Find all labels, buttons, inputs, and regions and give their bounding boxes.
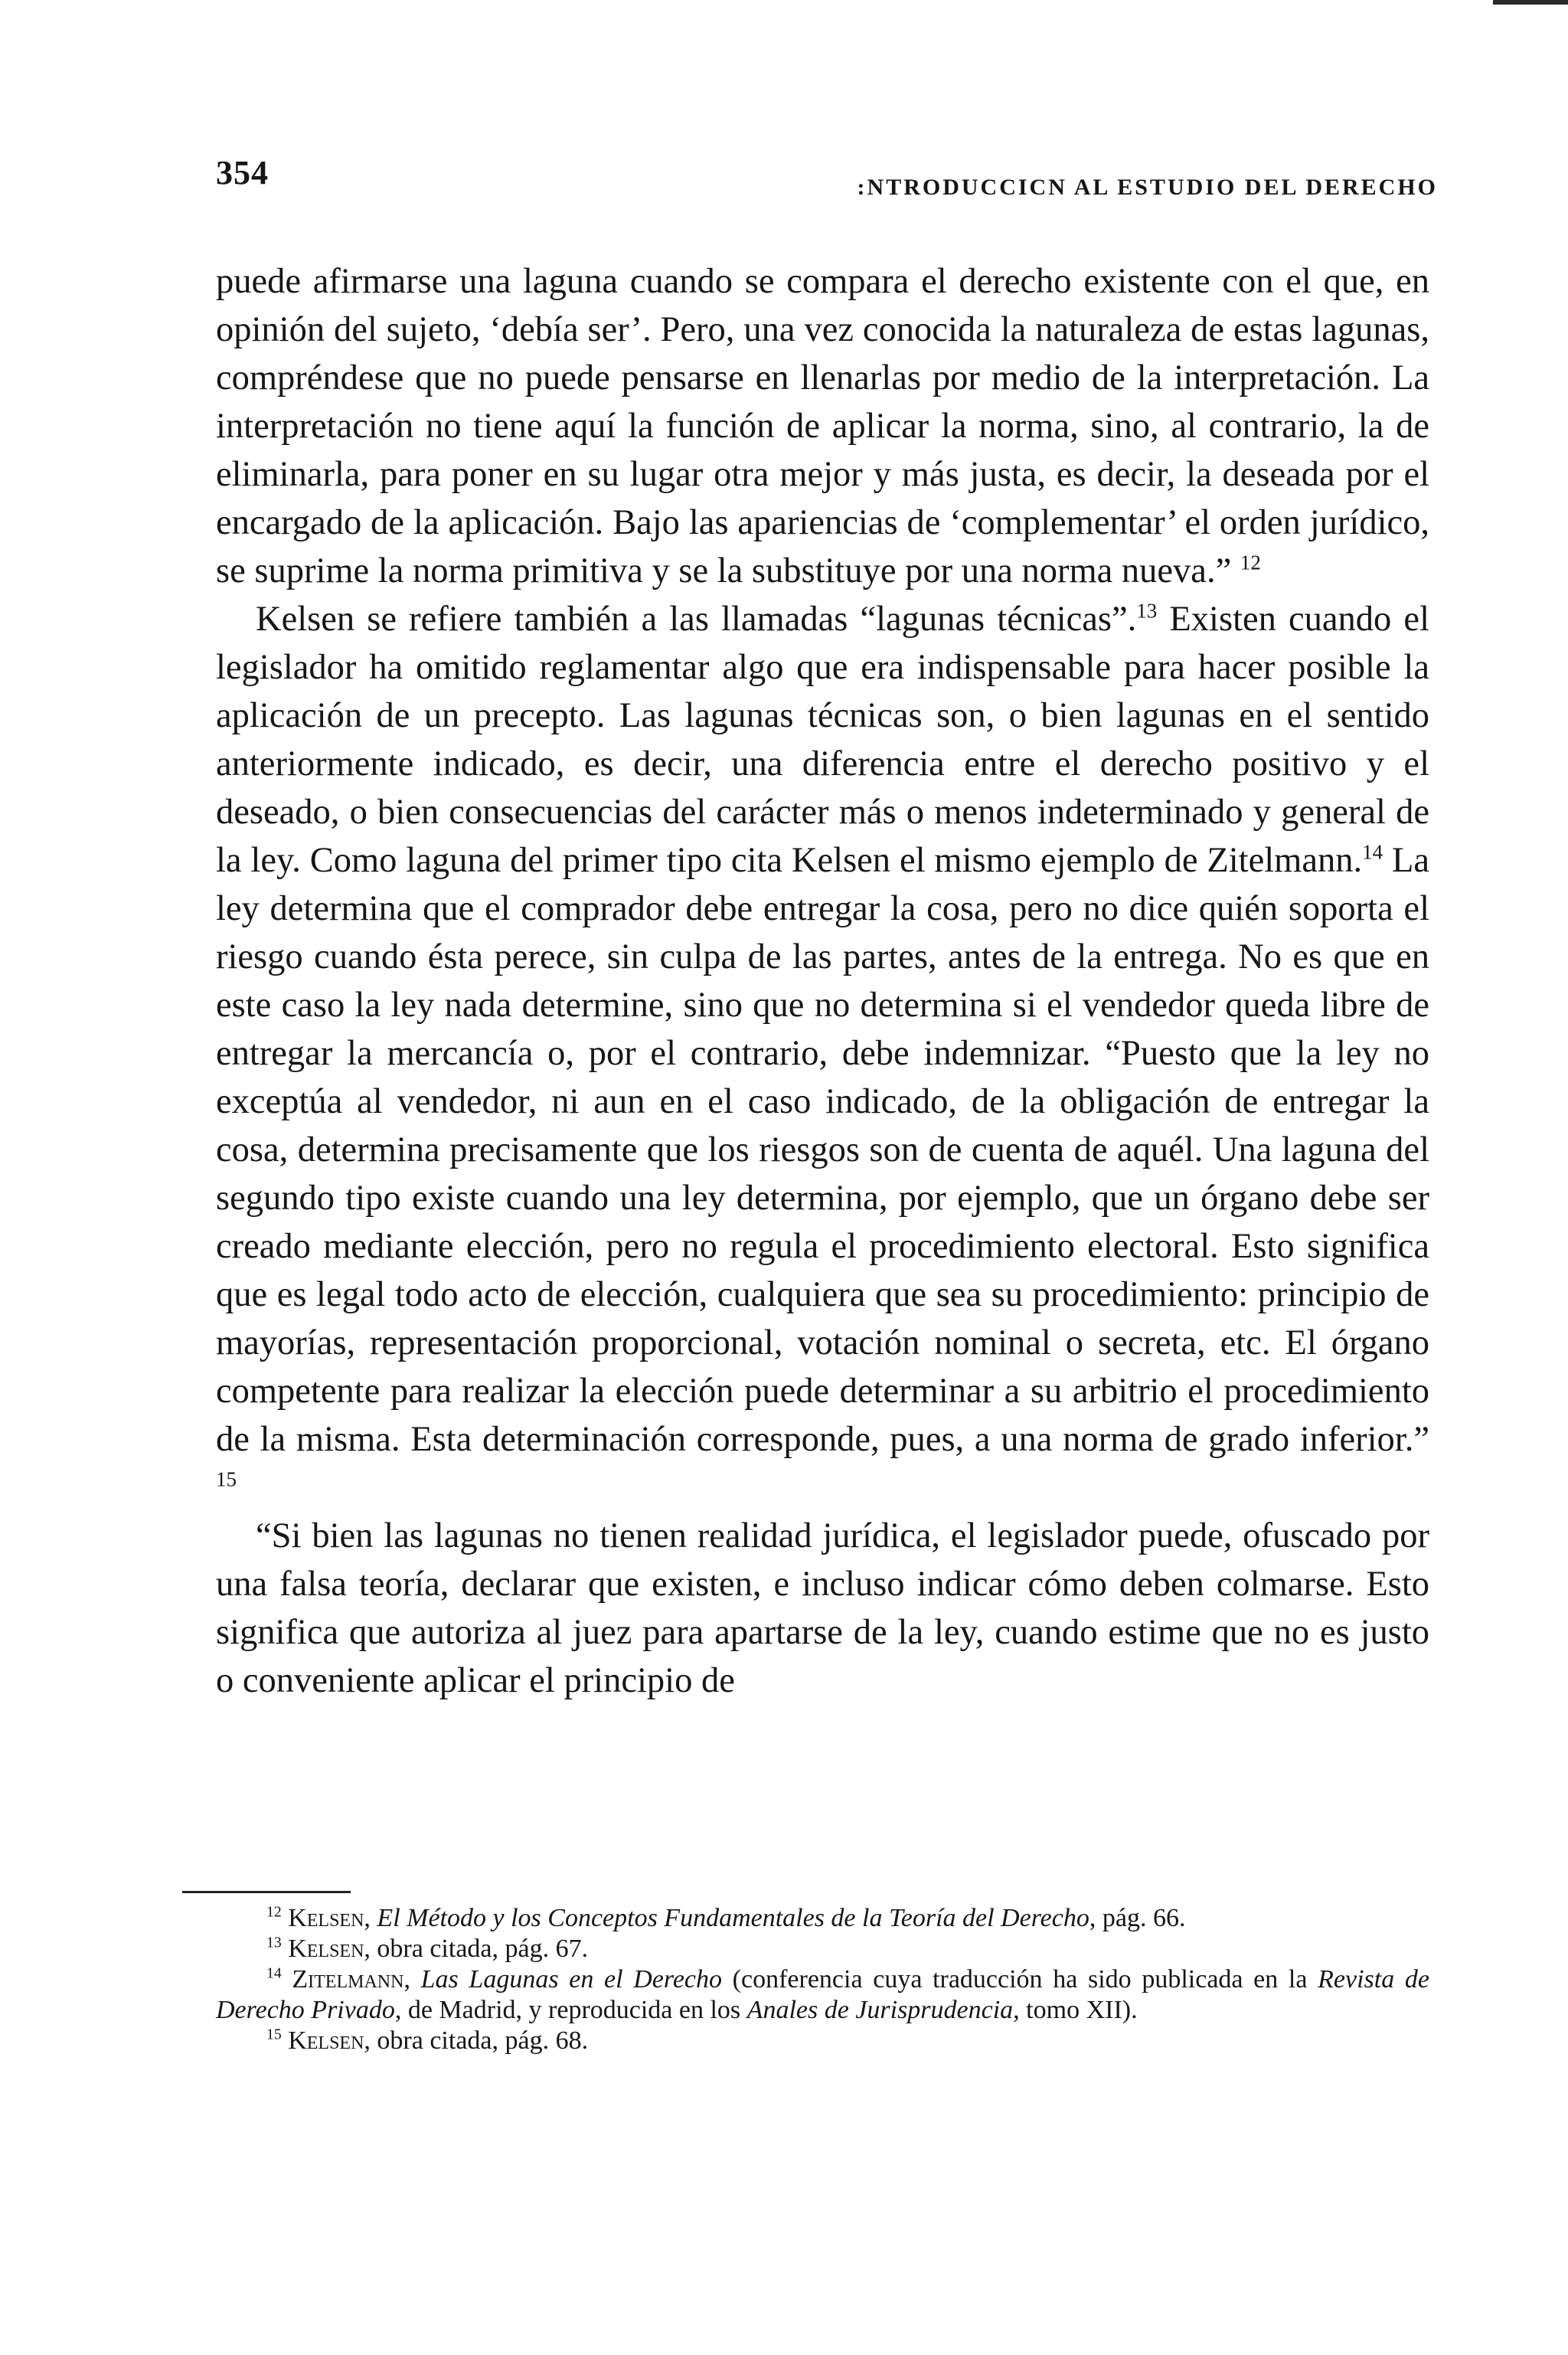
footnote-author: Kelsen — [288, 1904, 364, 1932]
footnote-ref-14: 14 — [1362, 840, 1383, 864]
footnote-text: (conferencia cuya traducción ha sido publicada en la — [722, 1965, 1318, 1994]
paragraph-1-text: puede afirmarse una laguna cuando se compara el derecho existente con el que, en opinión del sujeto, ‘debía ser’. Pero, una vez conocida la naturaleza de estas lagunas, compréndese que no puede pensarse en llenarlas por medio de la interpretación. La interpretación no tiene aquí la función de aplicar la norma, sino, al contrario, la de eliminarla, para poner en su lugar otra mejor y más justa, es decir, la deseada por el encargado de la aplicación. Bajo las apariencias de ‘complementar’ el orden jurídico, se suprime la norma primitiva y se la substituye por una norma nueva.” — [216, 262, 1429, 590]
footnotes — [216, 1903, 1429, 2056]
paragraph-3-text: “Si bien las lagunas no tienen realidad jurídica, el legislador puede, ofuscado por una falsa teoría, declarar que existen, e incluso indicar cómo deben colmarse. Esto significa que autoriza al juez para apartarse de la ley, cuando estime que no es justo o conveniente aplicar el principio de — [216, 1516, 1429, 1700]
footnote-12: $^{12}$ Kelsen, El Método y los Conceptos Fundamentales de la Teoría del Derecho, pág. 66. — [266, 1903, 1186, 1932]
scan-edge-mark — [1493, 0, 1568, 5]
paragraph-3 — [216, 1512, 1429, 1705]
main-text — [216, 257, 1429, 1705]
footnote-author: Kelsen — [288, 1935, 364, 1963]
footnote-ref-15: 15 — [216, 1467, 237, 1491]
footnote-author: Zitelmann — [292, 1965, 404, 1994]
footnote-14: $^{14}$ Zitelmann, Las Lagunas en el Derecho (conferencia cuya traducción ha sido publicada en la Revista de Derecho Privado, de Madrid, y reproducida en los Anales de Jurisprudencia, tomo XII). — [216, 1964, 1429, 2024]
footnote-journal: Revista de Derecho Privado — [216, 1965, 1429, 2024]
paragraph-2-text-b: Existen cuando el legislador ha omitido reglamentar algo que era indispensable para hacer posible la aplicación de un precepto. Las lagunas técnicas son, o bien lagunas en el sentido anteriormente indicado, es decir, una diferencia entre el derecho positivo y el deseado, o bien consecuencias del carácter más o menos indeterminado y general de la ley. Como laguna del primer tipo cita Kelsen el mismo ejemplo de Zitelmann. — [216, 600, 1429, 880]
footnote-rest: , pág. 66. — [1089, 1904, 1186, 1932]
footnote-text-2: , de Madrid, y reproducida en los — [394, 1996, 747, 2024]
footnote-number: 12 — [266, 1903, 282, 1921]
footnote-ref-12: 12 — [1240, 551, 1261, 574]
paragraph-2-text-a: Kelsen se refiere también a las llamadas “lagunas técnicas”. — [256, 600, 1137, 639]
footnote-number: 13 — [266, 1934, 282, 1951]
footnote-journal-2: Anales de Jurisprudencia — [746, 1996, 1014, 2024]
paragraph-1 — [216, 257, 1429, 595]
footnote-title: El Método y los Conceptos Fundamentales de la Teoría del Derecho — [377, 1904, 1089, 1932]
footnote-title: Las Lagunas en el Derecho — [420, 1965, 723, 1994]
footnote-rest: , obra citada, pág. 67. — [364, 1935, 589, 1963]
footnote-13 — [216, 1934, 1429, 1964]
footnote-15 — [216, 2026, 1429, 2056]
footnote-rest: , tomo XII). — [1013, 1996, 1138, 2024]
paragraph-2 — [216, 595, 1429, 1512]
footnote-separator — [182, 1891, 351, 1893]
footnote-ref-13: 13 — [1136, 599, 1158, 623]
footnote-rest: , obra citada, pág. 68. — [364, 2026, 589, 2055]
page-number: 354 — [216, 154, 269, 191]
running-title: :NTRODUCCICN AL ESTUDIO DEL DERECHO — [857, 175, 1438, 200]
paragraph-2-text-c: La ley determina que el comprador debe entregar la cosa, pero no dice quién soporta el riesgo cuando ésta perece, sin culpa de las partes, antes de la entrega. No es que en este caso la ley nada determine, sino que no determina si el vendedor queda libre de entregar la mercancía o, por el contrario, debe indemnizar. “Puesto que la ley no exceptúa al vendedor, ni aun en el caso indicado, de la obligación de entregar la cosa, determina precisamente que los riesgos son de cuenta de aquél. Una laguna del segundo tipo existe cuando una ley determina, por ejemplo, que un órgano debe ser creado mediante elección, pero no regula el procedimiento electoral. Esto significa que es legal todo acto de elección, cualquiera que sea su procedimiento: principio de mayorías, representación proporcional, votación nominal o secreta, etc. El órgano competente para realizar la elección puede determinar a su arbitrio el procedimiento de la misma. Esta determinación corresponde, pues, a una norma de grado inferior.” — [216, 841, 1429, 1459]
footnote-number: 14 — [266, 1964, 282, 1982]
footnote-author: Kelsen — [288, 2026, 364, 2055]
footnote-number: 15 — [266, 2026, 282, 2043]
